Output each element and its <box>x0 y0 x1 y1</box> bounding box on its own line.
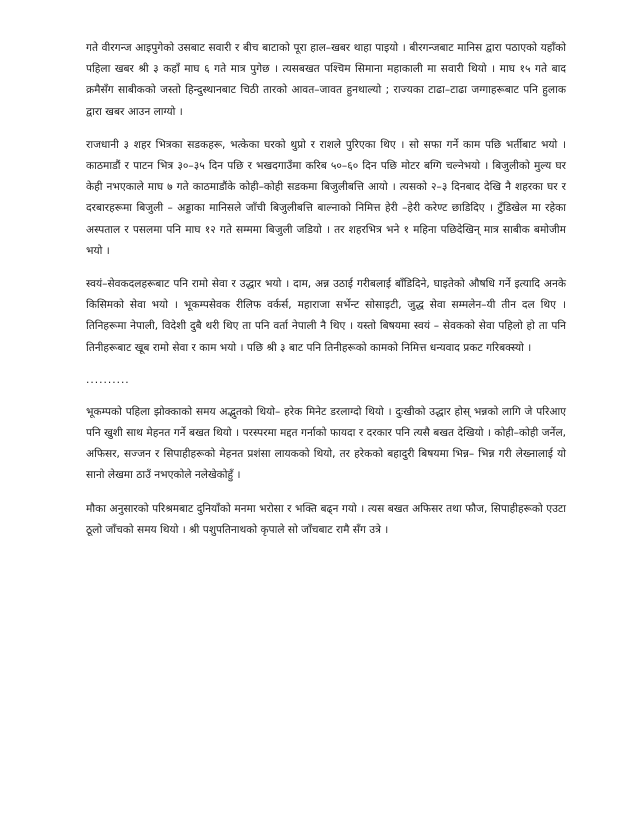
paragraph-3: स्वयं–सेवकदलहरूबाट पनि रामो सेवा र उद्धार भयो । दाम, अन्न उठाई गरीबलाई बाँडिदिने, घाइतेको औषधि गर्ने इत्यादि अनके किसिमको सेवा भयो । भूकम्पसेवक रीलिफ वर्कर्स, महाराजा सर्भेन्ट सोसाइटी, जुद्ध सेवा सम्मलेन–यी तीन दल थिए । तिनिहरूमा नेपाली, विदेशी दुबै थरी थिए ता पनि वर्ता नेपाली नै थिए । यस्तो बिषयमा स्वयं – सेवकको सेवा पहिलो हो ता पनि तिनीहरूबाट खूब रामो सेवा र काम भयो । पछि श्री ३ बाट पनि तिनीहरूको कामको निमित्त धन्यवाद प्रकट गरिबक्स्यो । <box>86 278 566 354</box>
paragraph-4: भूकम्पको पहिला झोक्काको समय अद्भुतको थियो– हरेक मिनेट डरलाग्दो थियो । दुःखीको उद्धार होस् भन्नको लागि जे परिआए पनि खुशी साथ मेहनत गर्ने बखत थियो । परस्परमा मद्दत गर्नाको फायदा र दरकार पनि त्यसै बखत देखियो । कोही–कोही जर्नेल, अफिसर, सज्जन र सिपाहीहरूको मेहनत प्रशंसा लायकको थियो, तर हरेकको बहादुरी बिषयमा भिन्न– भिन्न गरी लेख्नालाई यो सानो लेखमा ठाउँ नभएकोले नलेखेकोहुँ । <box>86 405 566 482</box>
section-separator: .......... <box>86 373 130 386</box>
paragraph-1: गते वीरगन्ज आइपुगेको उसबाट सवारी र बीच बाटाको पूरा हाल–खबर थाहा पाइयो । बीरगन्जबाट मानिस द्वारा पठाएको यहाँको पहिला खबर श्री ३ कहाँ माघ ६ गते मात्र पुगेछ । त्यसबखत पश्चिम सिमाना महाकाली मा सवारी थियो । माघ १५ गते बाद क्रमैसँग साबीकको जस्तो हिन्दुस्थानबाट चिठी तारको आवत–जावत हुनथाल्यो ; राज्यका टाढा–टाढा जग्गाहरूबाट पनि हुलाक द्वारा खबर आउन लाग्यो । <box>86 42 566 118</box>
paragraph-2: राजधानी ३ शहर भित्रका सडकहरू, भत्केका घरको थुप्रो र राशले पुरिएका थिए । सो सफा गर्ने काम पछि भर्तीबाट भयो । काठमाडौं र पाटन भित्र ३०–३५ दिन पछि र भखदगाउँमा करिब ५०–६० दिन पछि मोटर बग्गि चल्नेभयो । बिजुलीको मुल्य घर केही नभएकाले माघ ७ गते काठमाडौंके कोही–कोही सडकमा बिजुलीबत्ति आयो । त्यसको २–३ दिनबाद देखि नै शहरका घर र दरबारहरूमा बिजुली – अड्डाका मानिसले जाँची बिजुलीबत्ति बाल्नाको निमित्त हेरी –हेरी करेण्ट छाडिदिए । टुँडिखेल मा रहेका अस्पताल र पसलमा पनि माघ १२ गते सम्ममा बिजुली जडियो । तर शहरभित्र भने १ महिना पछिदेखिन् मात्र साबीक बमोजीम भयो । <box>86 138 566 257</box>
paragraph-5: मौका अनुसारको परिश्रमबाट दुनियाँको मनमा भरोसा र भक्ति बढ्न गयो । त्यस बखत अफिसर तथा फौज, सिपाहीहरूको एउटा ठूलो जाँचको समय थियो । श्री पशुपतिनाथको कृपाले सो जाँचबाट रामै सँग उत्रे । <box>86 502 566 536</box>
document-body <box>86 38 566 553</box>
